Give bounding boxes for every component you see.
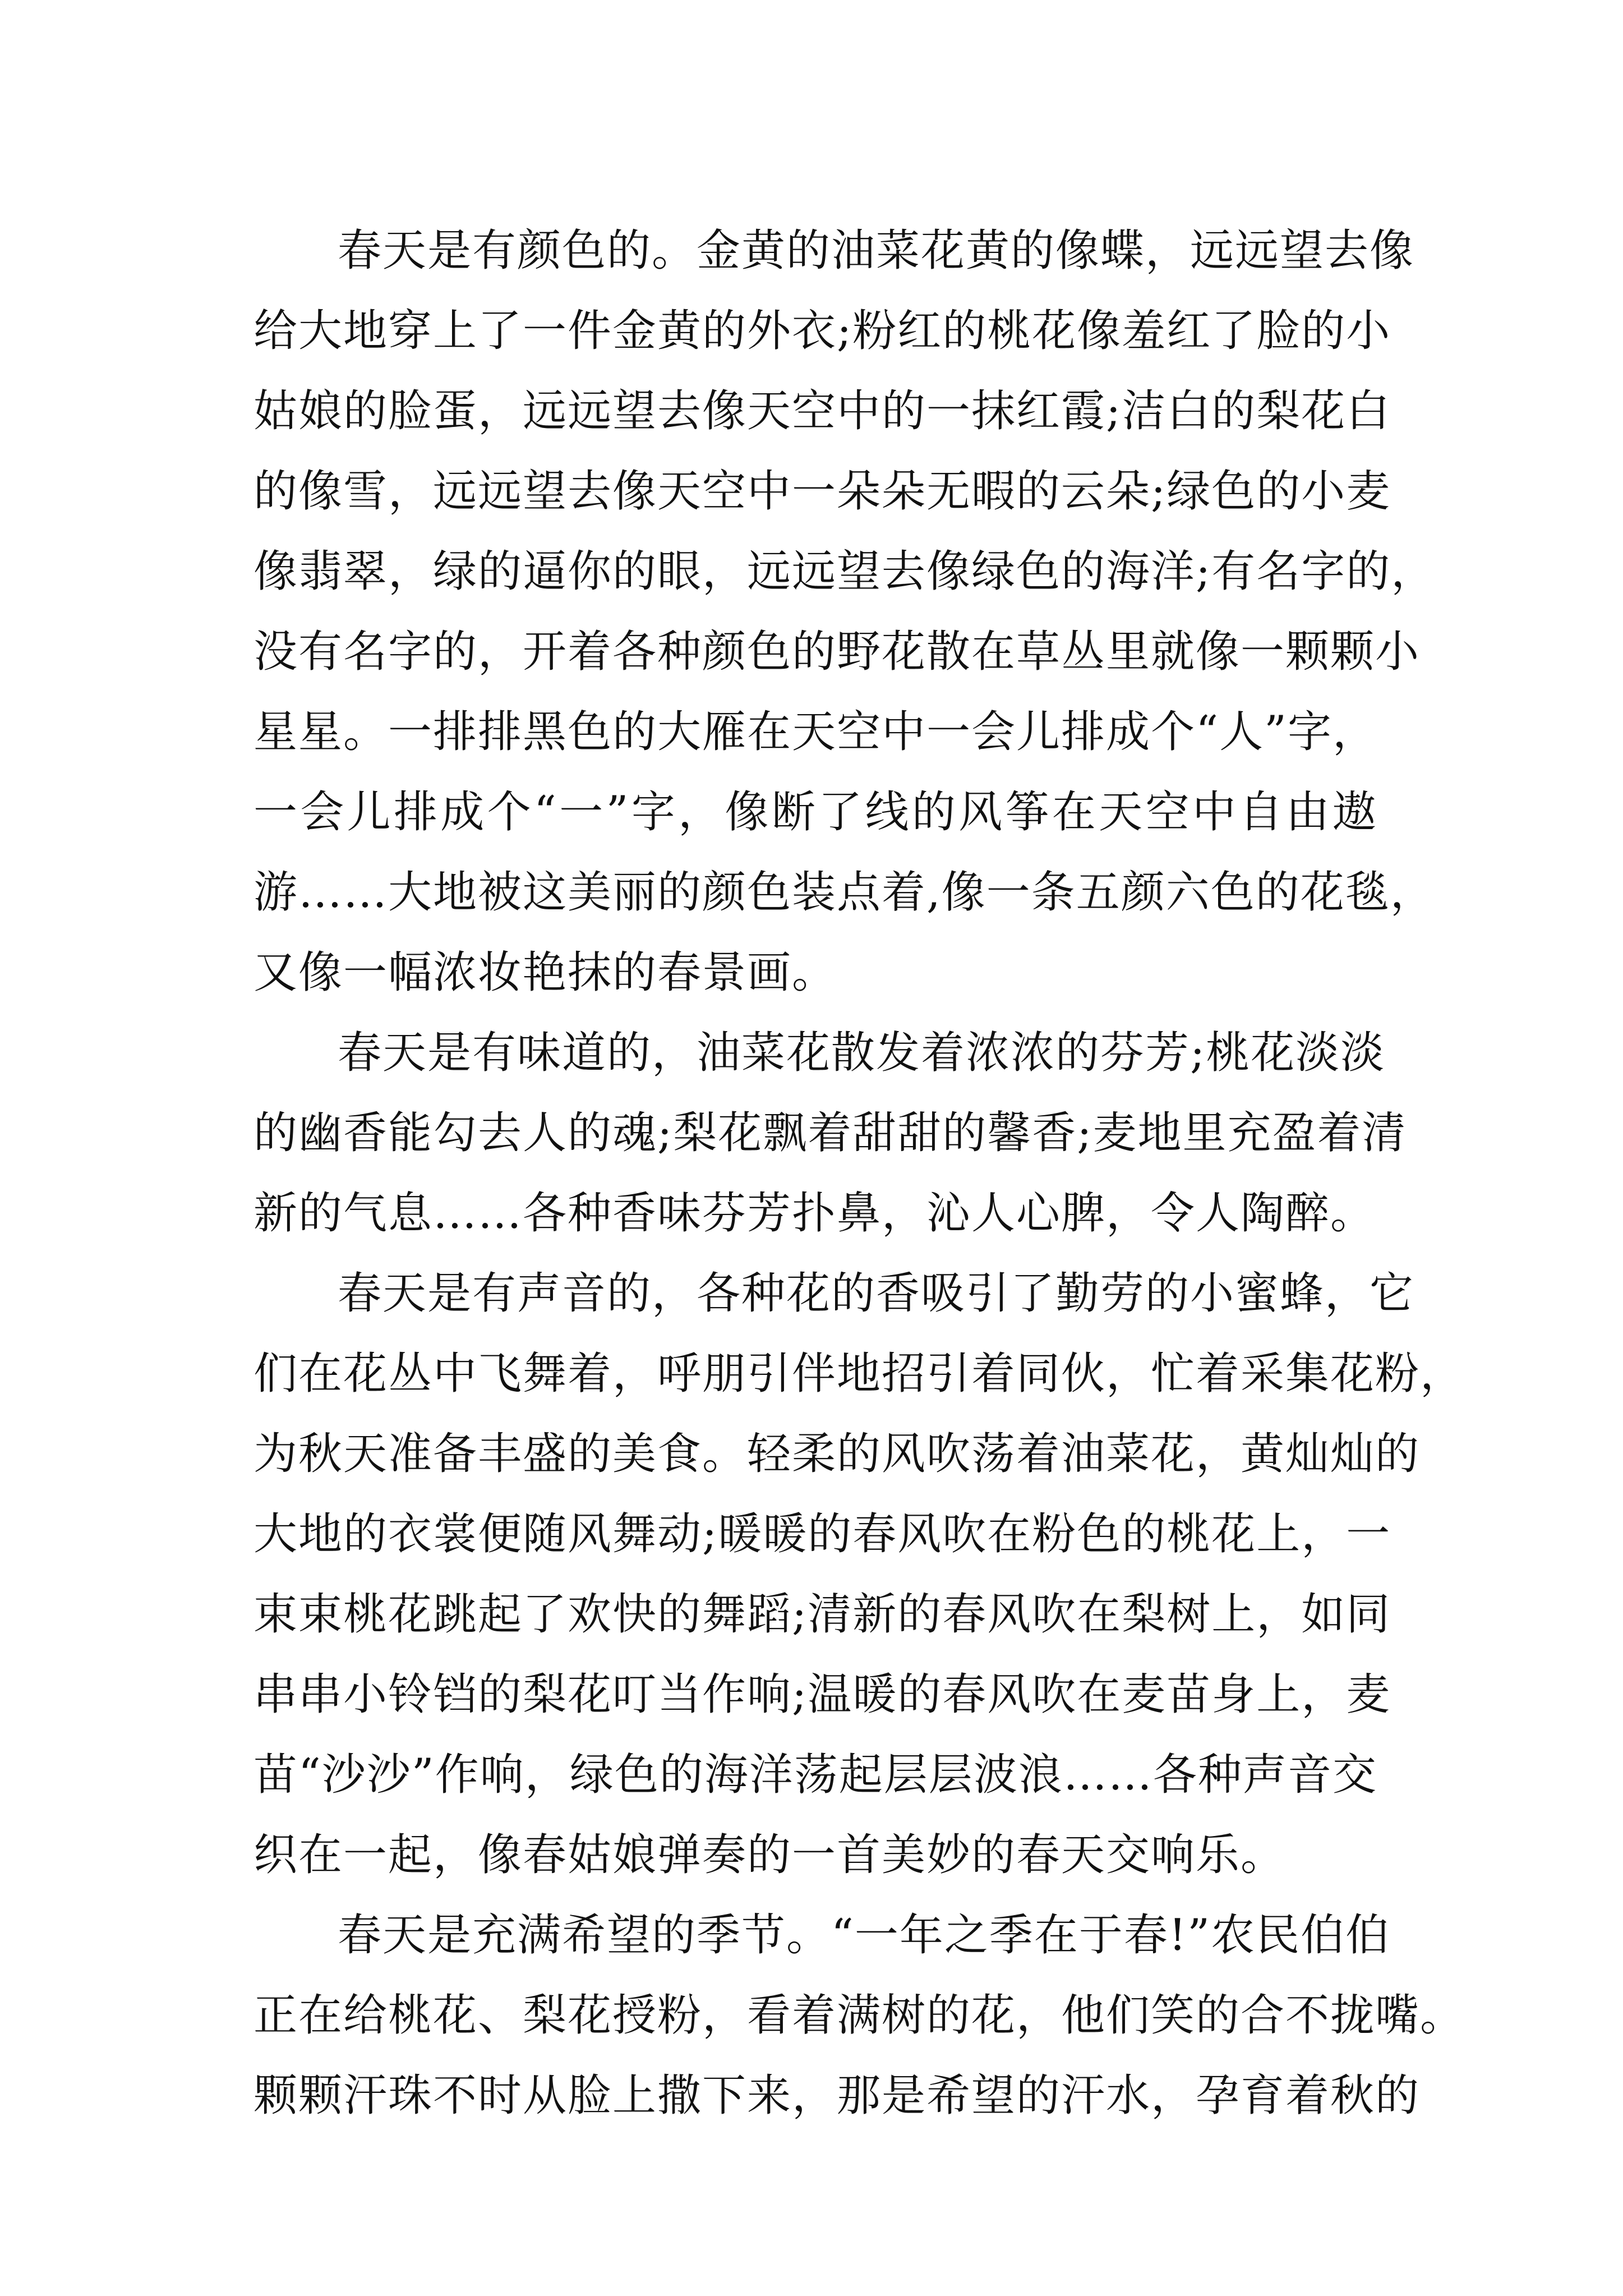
paragraph-1-line-6: 没有名字的，开着各种颜色的野花散在草丛里就像一颗颗小 [253, 627, 1421, 677]
paragraph-3-line-2: 们在花丛中飞舞着，呼朋引伴地招引着同伙，忙着采集花粉， [253, 1349, 1465, 1399]
paragraph-3-line-7: 苗“沙沙”作响，绿色的海洋荡起层层波浪……各种声音交 [253, 1750, 1377, 1800]
paragraph-1-line-8: 一会儿排成个“一”字，像断了线的风筝在天空中自由遨 [253, 787, 1377, 838]
paragraph-2-line-2: 的幽香能勾去人的魂;梨花飘着甜甜的馨香;麦地里充盈着清 [253, 1108, 1407, 1158]
paragraph-3-line-1: 春天是有声音的，各种花的香吸引了勤劳的小蜜蜂，它 [338, 1268, 1415, 1319]
paragraph-1-line-1: 春天是有颜色的。金黄的油菜花黄的像蝶，远远望去像 [338, 226, 1415, 276]
paragraph-4-line-3: 颗颗汗珠不时从脸上撒下来，那是希望的汗水，孕育着秋的 [253, 2070, 1421, 2121]
paragraph-1-line-10: 又像一幅浓妆艳抹的春景画。 [253, 947, 837, 998]
essay-body [253, 211, 1465, 2136]
paragraph-1-line-7: 星星。一排排黑色的大雁在天空中一会儿排成个“人”字， [253, 707, 1377, 757]
paragraph-4-line-1: 春天是充满希望的季节。“一年之季在于春!”农民伯伯 [338, 1910, 1391, 1961]
paragraph-2-line-1: 春天是有味道的，油菜花散发着浓浓的芬芳;桃花淡淡 [338, 1028, 1386, 1078]
paragraph-1-line-9: 游……大地被这美丽的颜色装点着,像一条五颜六色的花毯， [253, 867, 1435, 918]
paragraph-3-line-4: 大地的衣裳便随风舞动;暖暖的春风吹在粉色的桃花上，一 [253, 1509, 1391, 1559]
paragraph-3-line-6: 串串小铃铛的梨花叮当作响;温暖的春风吹在麦苗身上，麦 [253, 1669, 1391, 1720]
paragraph-3-line-5: 束束桃花跳起了欢快的舞蹈;清新的春风吹在梨树上，如同 [253, 1589, 1391, 1640]
paragraph-1-line-4: 的像雪，远远望去像天空中一朵朵无暇的云朵;绿色的小麦 [253, 466, 1391, 517]
paragraph-3-line-8: 织在一起，像春姑娘弹奏的一首美妙的春天交响乐。 [253, 1830, 1286, 1880]
paragraph-4-line-2: 正在给桃花、梨花授粉，看着满树的花，他们笑的合不拢嘴。 [253, 1990, 1465, 2041]
paragraph-1-line-3: 姑娘的脸蛋，远远望去像天空中的一抹红霞;洁白的梨花白 [253, 386, 1391, 436]
paragraph-1-line-2: 给大地穿上了一件金黄的外衣;粉红的桃花像羞红了脸的小 [253, 306, 1391, 356]
paragraph-1-line-5: 像翡翠，绿的逼你的眼，远远望去像绿色的海洋;有名字的， [253, 546, 1436, 597]
paragraph-3-line-3: 为秋天准备丰盛的美食。轻柔的风吹荡着油菜花，黄灿灿的 [253, 1429, 1421, 1479]
paragraph-2-line-3: 新的气息……各种香味芬芳扑鼻，沁人心脾，令人陶醉。 [253, 1188, 1376, 1239]
